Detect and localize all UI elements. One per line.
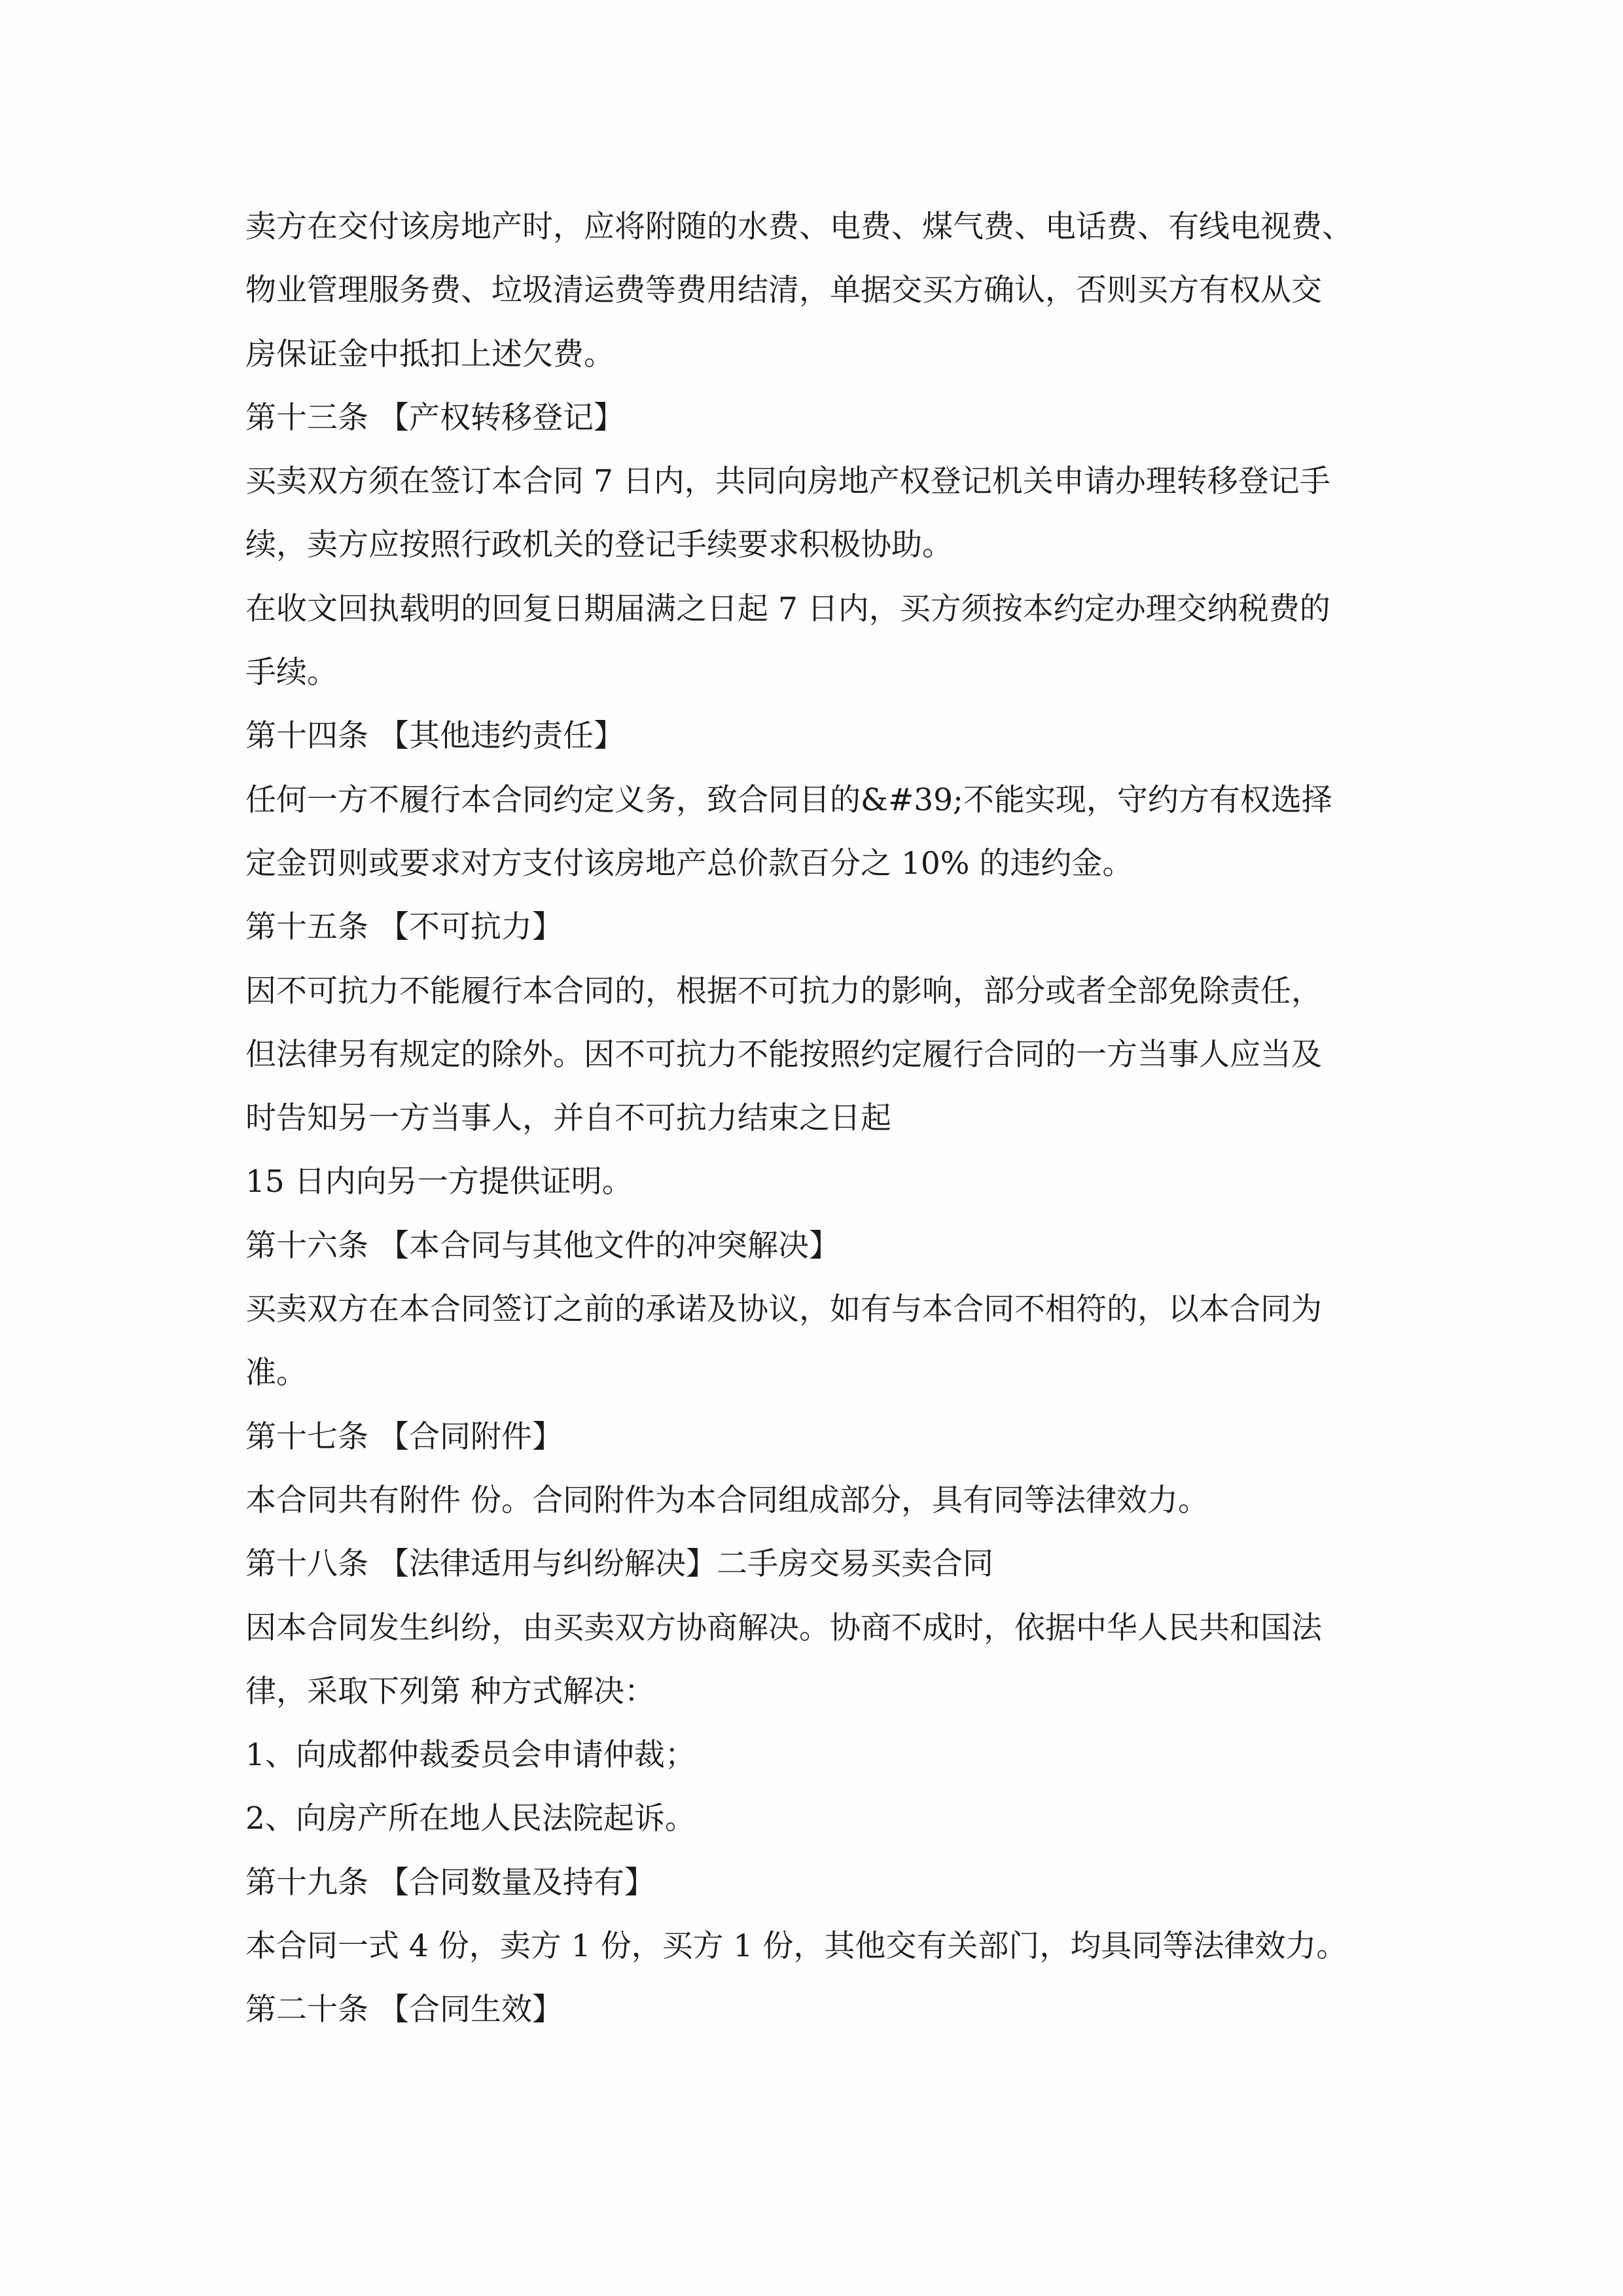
article-16-heading: 第十六条 【本合同与其他文件的冲突解决】 bbox=[245, 1227, 840, 1264]
text-line: 本合同一式 4 份，卖方 1 份，买方 1 份，其他交有关部门，均具同等法律效力。 bbox=[245, 1928, 1347, 1965]
text-line: 在收文回执载明的回复日期届满之日起 7 日内，买方须按本约定办理交纳税费的 bbox=[245, 590, 1330, 627]
text-line: 时告知另一方当事人，并自不可抗力结束之日起 bbox=[245, 1100, 891, 1137]
text-line: 准。 bbox=[245, 1355, 307, 1391]
text-line: 15 日内向另一方提供证明。 bbox=[245, 1164, 633, 1200]
article-15-heading: 第十五条 【不可抗力】 bbox=[245, 909, 563, 946]
text-line: 卖方在交付该房地产时，应将附随的水费、电费、煤气费、电话费、有线电视费、 bbox=[245, 209, 1353, 245]
list-item: 2、向房产所在地人民法院起诉。 bbox=[245, 1801, 696, 1837]
text-line: 因本合同发生纠纷，由买卖双方协商解决。协商不成时，依据中华人民共和国法 bbox=[245, 1609, 1322, 1646]
text-line: 定金罚则或要求对方支付该房地产总价款百分之 10% 的违约金。 bbox=[245, 845, 1133, 882]
article-17-heading: 第十七条 【合同附件】 bbox=[245, 1418, 563, 1455]
text-line: 任何一方不履行本合同约定义务，致合同目的&#39;不能实现，守约方有权选择 bbox=[245, 781, 1332, 818]
article-13-heading: 第十三条 【产权转移登记】 bbox=[245, 399, 624, 436]
text-line: 因不可抗力不能履行本合同的，根据不可抗力的影响，部分或者全部免除责任， bbox=[245, 973, 1322, 1009]
article-19-heading: 第十九条 【合同数量及持有】 bbox=[245, 1864, 655, 1901]
text-line: 房保证金中抵扣上述欠费。 bbox=[245, 336, 615, 372]
text-line: 本合同共有附件 份。合同附件为本合同组成部分，具有同等法律效力。 bbox=[245, 1482, 1209, 1518]
text-line: 买卖双方须在签订本合同 7 日内，共同向房地产权登记机关申请办理转移登记手 bbox=[245, 463, 1330, 500]
article-14-heading: 第十四条 【其他违约责任】 bbox=[245, 718, 624, 755]
text-line: 手续。 bbox=[245, 655, 338, 691]
text-line: 律，采取下列第 种方式解决： bbox=[245, 1673, 655, 1710]
text-line: 续，卖方应按照行政机关的登记手续要求积极协助。 bbox=[245, 527, 953, 564]
list-item: 1、向成都仲裁委员会申请仲裁； bbox=[245, 1737, 696, 1774]
text-line: 物业管理服务费、垃圾清运费等费用结清，单据交买方确认，否则买方有权从交 bbox=[245, 272, 1322, 309]
text-line: 买卖双方在本合同签订之前的承诺及协议，如有与本合同不相符的，以本合同为 bbox=[245, 1291, 1322, 1328]
article-18-heading: 第十八条 【法律适用与纠纷解决】二手房交易买卖合同 bbox=[245, 1546, 993, 1583]
article-20-heading: 第二十条 【合同生效】 bbox=[245, 1992, 563, 2028]
contract-text-body bbox=[245, 195, 1397, 2042]
text-line: 但法律另有规定的除外。因不可抗力不能按照约定履行合同的一方当事人应当及 bbox=[245, 1036, 1322, 1073]
